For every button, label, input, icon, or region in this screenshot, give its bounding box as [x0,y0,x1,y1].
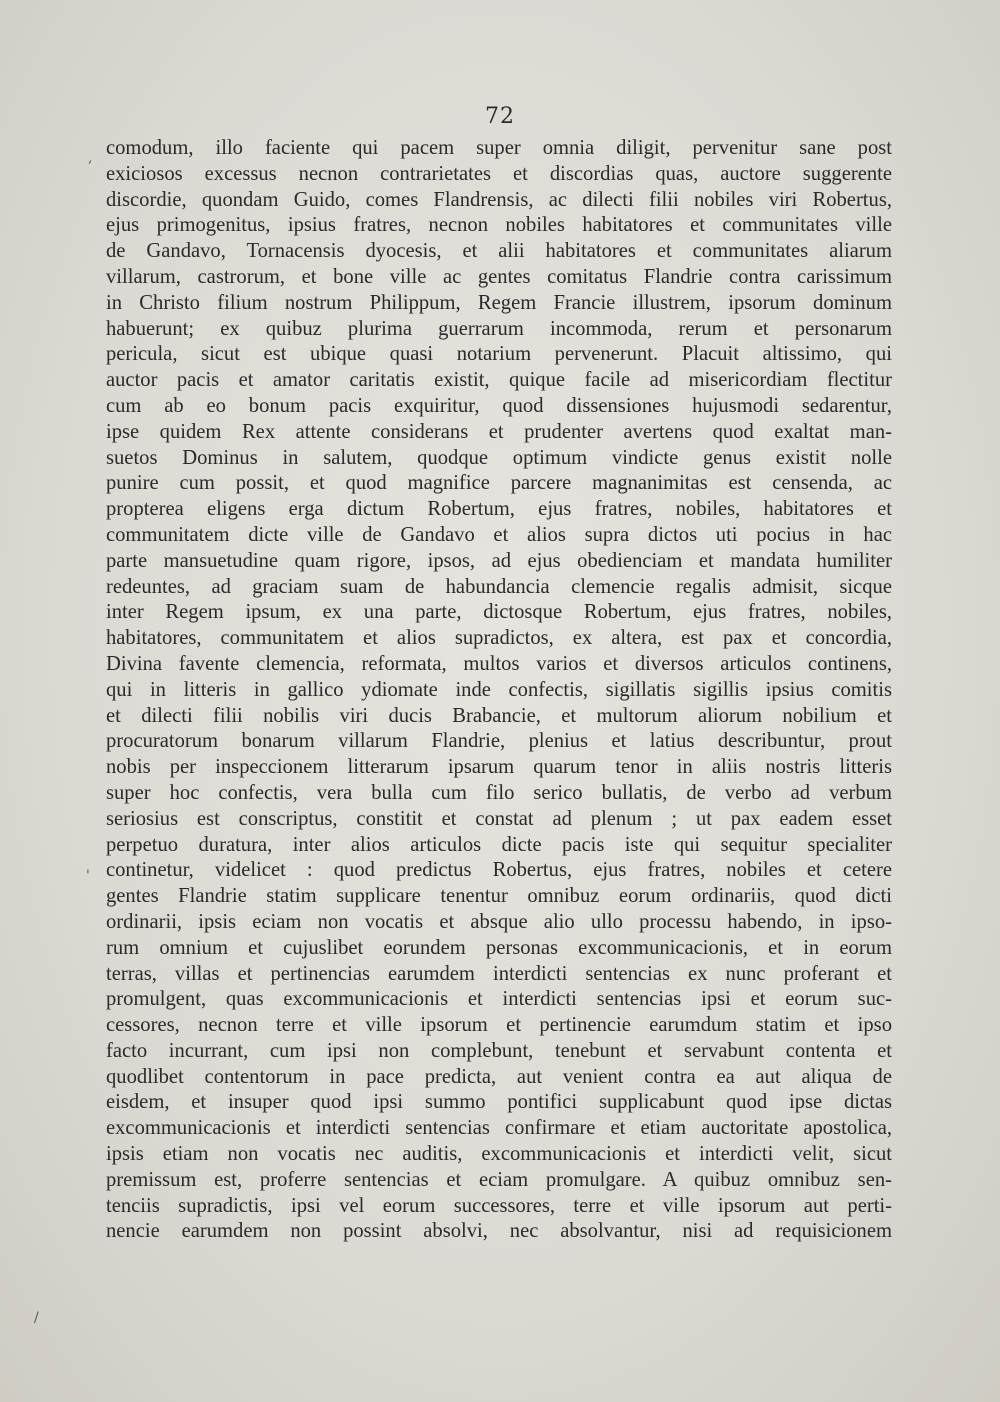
text-line: cum ab eo bonum pacis exquiritur, quod dissensiones hujusmodi sedarentur, [106,394,892,417]
text-line: habitatores, communitatem et alios supradictos, ex altera, est pax et concordia, [106,627,892,650]
text-line: cessores, necnon terre et ville ipsorum et pertinencie earumdum statim et ipso [106,1014,892,1037]
text-line: procuratorum bonarum villarum Flandrie, plenius et latius describuntur, prout [106,730,892,753]
text-line: propterea eligens erga dictum Robertum, ejus fratres, nobiles, habitatores et [106,498,892,521]
text-line: ipsis etiam non vocatis nec auditis, excommunicacionis et interdicti velit, sicut [106,1143,892,1166]
text-line: super hoc confectis, vera bulla cum filo serico bullatis, de verbo ad verbum [106,781,892,804]
text-line: Divina favente clemencia, reformata, multos varios et diversos articulos continens, [106,652,892,675]
text-line: rum omnium et cujuslibet eorundem personas excommunicacionis, et in eorum [106,936,892,959]
text-line: continetur, videlicet : quod predictus Robertus, ejus fratres, nobiles et cetere [106,859,892,882]
text-line: habuerunt; ex quibuz plurima guerrarum incommoda, rerum et personarum [106,317,892,340]
text-line: ejus primogenitus, ipsius fratres, necnon nobiles habitatores et communitates ville [106,214,892,237]
text-line: ipse quidem Rex attente considerans et prudenter avertens quod exaltat man- [106,420,892,443]
text-line: auctor pacis et amator caritatis existit, quique facile ad misericordiam flectitur [106,369,892,392]
text-line: redeuntes, ad graciam suam de habundancia clemencie regalis admisit, sicque [106,575,892,598]
text-line: exiciosos excessus necnon contrarietates et discordias quas, auctore suggerente [106,162,892,185]
text-line: gentes Flandrie statim supplicare tenentur omnibuz eorum ordinariis, quod dicti [106,885,892,908]
margin-mark: , [88,150,93,166]
text-line: parte mansuetudine quam rigore, ipsos, ad ejus obedienciam et mandata humiliter [106,549,892,572]
text-line: nobis per inspeccionem litterarum ipsarum quarum tenor in aliis nostris litteris [106,756,892,779]
text-line: et dilecti filii nobilis viri ducis Brabancie, et multorum aliorum nobilium et [106,704,892,727]
text-line: excommunicacionis et interdicti sentencias confirmare et etiam auctoritate apostolica, [106,1117,892,1140]
text-line: seriosius est conscriptus, constitit et constat ad plenum ; ut pax eadem esset [106,807,892,830]
margin-mark: / [34,1310,39,1326]
text-line: punire cum possit, et quod magnifice parcere magnanimitas est censenda, ac [106,472,892,495]
text-line: quodlibet contentorum in pace predicta, aut venient contra ea aut aliqua de [106,1065,892,1088]
text-line: communitatem dicte ville de Gandavo et alios supra dictos uti pocius in hac [106,523,892,546]
text-line: terras, villas et pertinencias earumdem interdicti sentencias ex nunc proferant et [106,962,892,985]
text-line: de Gandavo, Tornacensis dyocesis, et alii habitatores et communitates aliarum [106,240,892,263]
text-line: promulgent, quas excommunicacionis et interdicti sentencias ipsi et eorum suc- [106,988,892,1011]
text-line: villarum, castrorum, et bone ville ac gentes comitatus Flandrie contra carissimum [106,265,892,288]
text-line: nencie earumdem non possint absolvi, nec absolvantur, nisi ad requisicionem [106,1220,892,1243]
text-line: inter Regem ipsum, ex una parte, dictosque Robertum, ejus fratres, nobiles, [106,601,892,624]
text-line: tenciis supradictis, ipsi vel eorum successores, terre et ville ipsorum aut perti- [106,1194,892,1217]
text-line: facto incurrant, cum ipsi non complebunt, tenebunt et servabunt contenta et [106,1039,892,1062]
text-line: qui in litteris in gallico ydiomate inde confectis, sigillatis sigillis ipsius comitis [106,678,892,701]
text-line: in Christo filium nostrum Philippum, Regem Francie illustrem, ipsorum dominum [106,291,892,314]
text-line: premissum est, proferre sentencias et eciam promulgare. A quibuz omnibuz sen- [106,1168,892,1191]
body-text [106,136,892,1245]
margin-mark: ' [86,868,90,884]
text-line: discordie, quondam Guido, comes Flandrensis, ac dilecti filii nobiles viri Robertus, [106,188,892,211]
text-line: pericula, sicut est ubique quasi notarium pervenerunt. Placuit altissimo, qui [106,343,892,366]
text-line: ordinarii, ipsis eciam non vocatis et absque alio ullo processu habendo, in ipso- [106,910,892,933]
text-line: suetos Dominus in salutem, quodque optimum vindicte genus existit nolle [106,446,892,469]
page-number: 72 [485,104,515,129]
text-line: eisdem, et insuper quod ipsi summo pontifici supplicabunt quod ipse dictas [106,1091,892,1114]
text-line: perpetuo duratura, inter alios articulos dicte pacis iste qui sequitur specialiter [106,833,892,856]
text-line: comodum, illo faciente qui pacem super omnia diligit, pervenitur sane post [106,137,892,159]
